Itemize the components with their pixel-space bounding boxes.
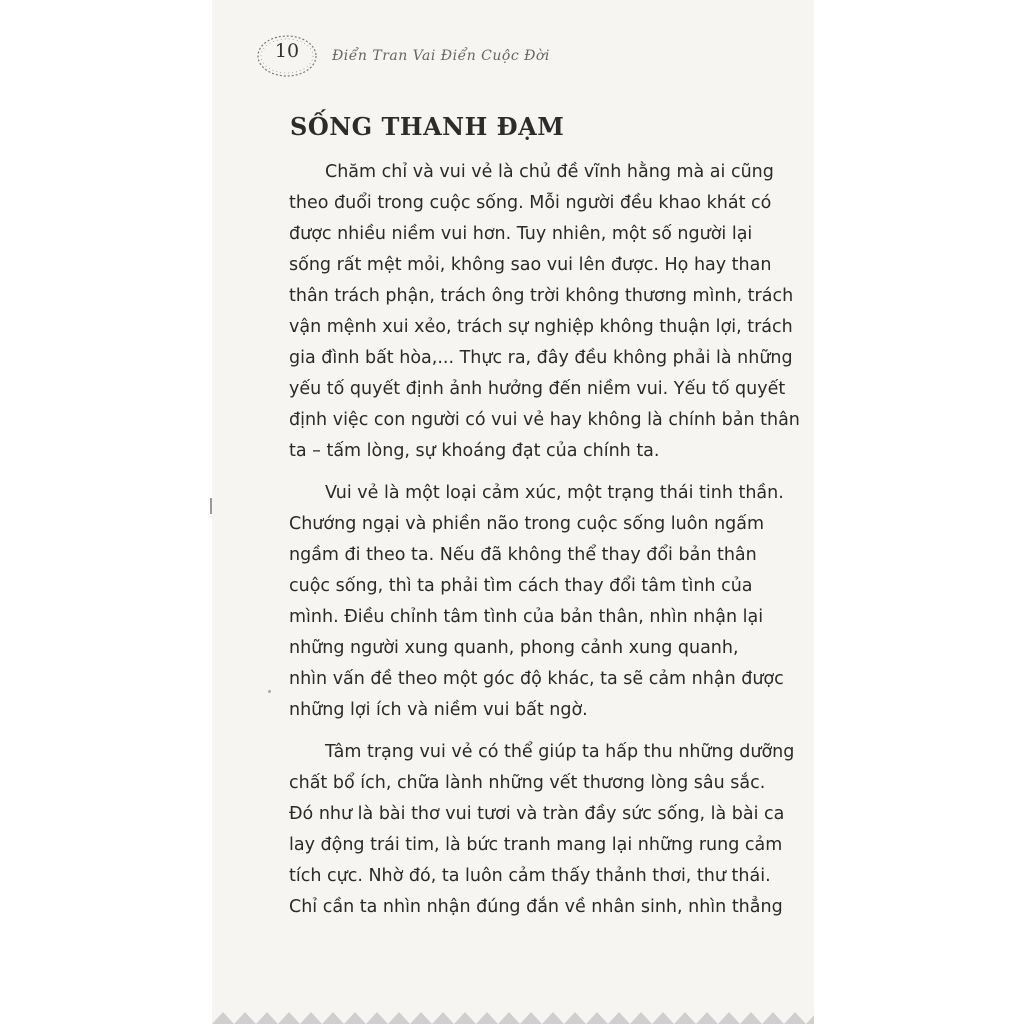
paragraph-line: những lợi ích và niềm vui bất ngờ. — [289, 700, 588, 720]
paragraph-line: Chăm chỉ và vui vẻ là chủ đề vĩnh hằng mà ai cũng — [325, 162, 774, 182]
margin-speck — [268, 690, 271, 693]
paragraph-line: những người xung quanh, phong cảnh xung quanh, — [289, 638, 739, 658]
section-title: SỐNG THANH ĐẠM — [290, 112, 565, 141]
paragraph-line: chất bổ ích, chữa lành những vết thương lòng sâu sắc. — [289, 773, 766, 793]
paragraph-line: lay động trái tim, là bức tranh mang lại những rung cảm — [289, 835, 783, 855]
paragraph-line: thân trách phận, trách ông trời không thương mình, trách — [289, 286, 794, 306]
paragraph-line: nhìn vấn đề theo một góc độ khác, ta sẽ cảm nhận được — [289, 669, 784, 689]
paragraph-line: Chướng ngại và phiền não trong cuộc sống luôn ngấm — [289, 514, 765, 534]
page-number: 10 — [274, 40, 300, 62]
margin-mark — [210, 498, 212, 514]
paragraph-line: Vui vẻ là một loại cảm xúc, một trạng thái tinh thần. — [325, 483, 784, 503]
paragraph-line: Tâm trạng vui vẻ có thể giúp ta hấp thu những dưỡng — [325, 742, 795, 762]
paragraph-line: gia đình bất hòa,... Thực ra, đây đều không phải là những — [289, 348, 793, 368]
paragraph-line: Chỉ cần ta nhìn nhận đúng đắn về nhân sinh, nhìn thẳng — [289, 897, 783, 917]
paragraph-1 — [289, 157, 800, 467]
paragraph-line: Đó như là bài thơ vui tươi và tràn đầy sức sống, là bài ca — [289, 804, 785, 824]
paragraph-line: ngầm đi theo ta. Nếu đã không thể thay đổi bản thân — [289, 545, 757, 565]
paragraph-line: yếu tố quyết định ảnh hưởng đến niềm vui. Yếu tố quyết — [289, 379, 786, 399]
paragraph-line: vận mệnh xui xẻo, trách sự nghiệp không thuận lợi, trách — [289, 317, 793, 337]
paragraph-line: sống rất mệt mỏi, không sao vui lên được. Họ hay than — [289, 255, 772, 275]
paragraph-line: định việc con người có vui vẻ hay không là chính bản thân — [289, 410, 800, 430]
paragraph-line: tích cực. Nhờ đó, ta luôn cảm thấy thảnh thơi, thư thái. — [289, 866, 771, 886]
running-header-title: Điển Tran Vai Điển Cuộc Đời — [332, 48, 550, 64]
paragraph-line: mình. Điều chỉnh tâm tình của bản thân, nhìn nhận lại — [289, 607, 764, 627]
paragraph-line: cuộc sống, thì ta phải tìm cách thay đổi tâm tình của — [289, 576, 753, 596]
bottom-decorative-pattern — [212, 1008, 814, 1024]
paragraph-2 — [289, 478, 784, 726]
paragraph-line: theo đuổi trong cuộc sống. Mỗi người đều khao khát có — [289, 193, 772, 213]
paragraph-line: ta – tấm lòng, sự khoáng đạt của chính ta. — [289, 441, 660, 461]
paragraph-3 — [289, 737, 795, 923]
paragraph-line: được nhiều niềm vui hơn. Tuy nhiên, một số người lại — [289, 224, 753, 244]
